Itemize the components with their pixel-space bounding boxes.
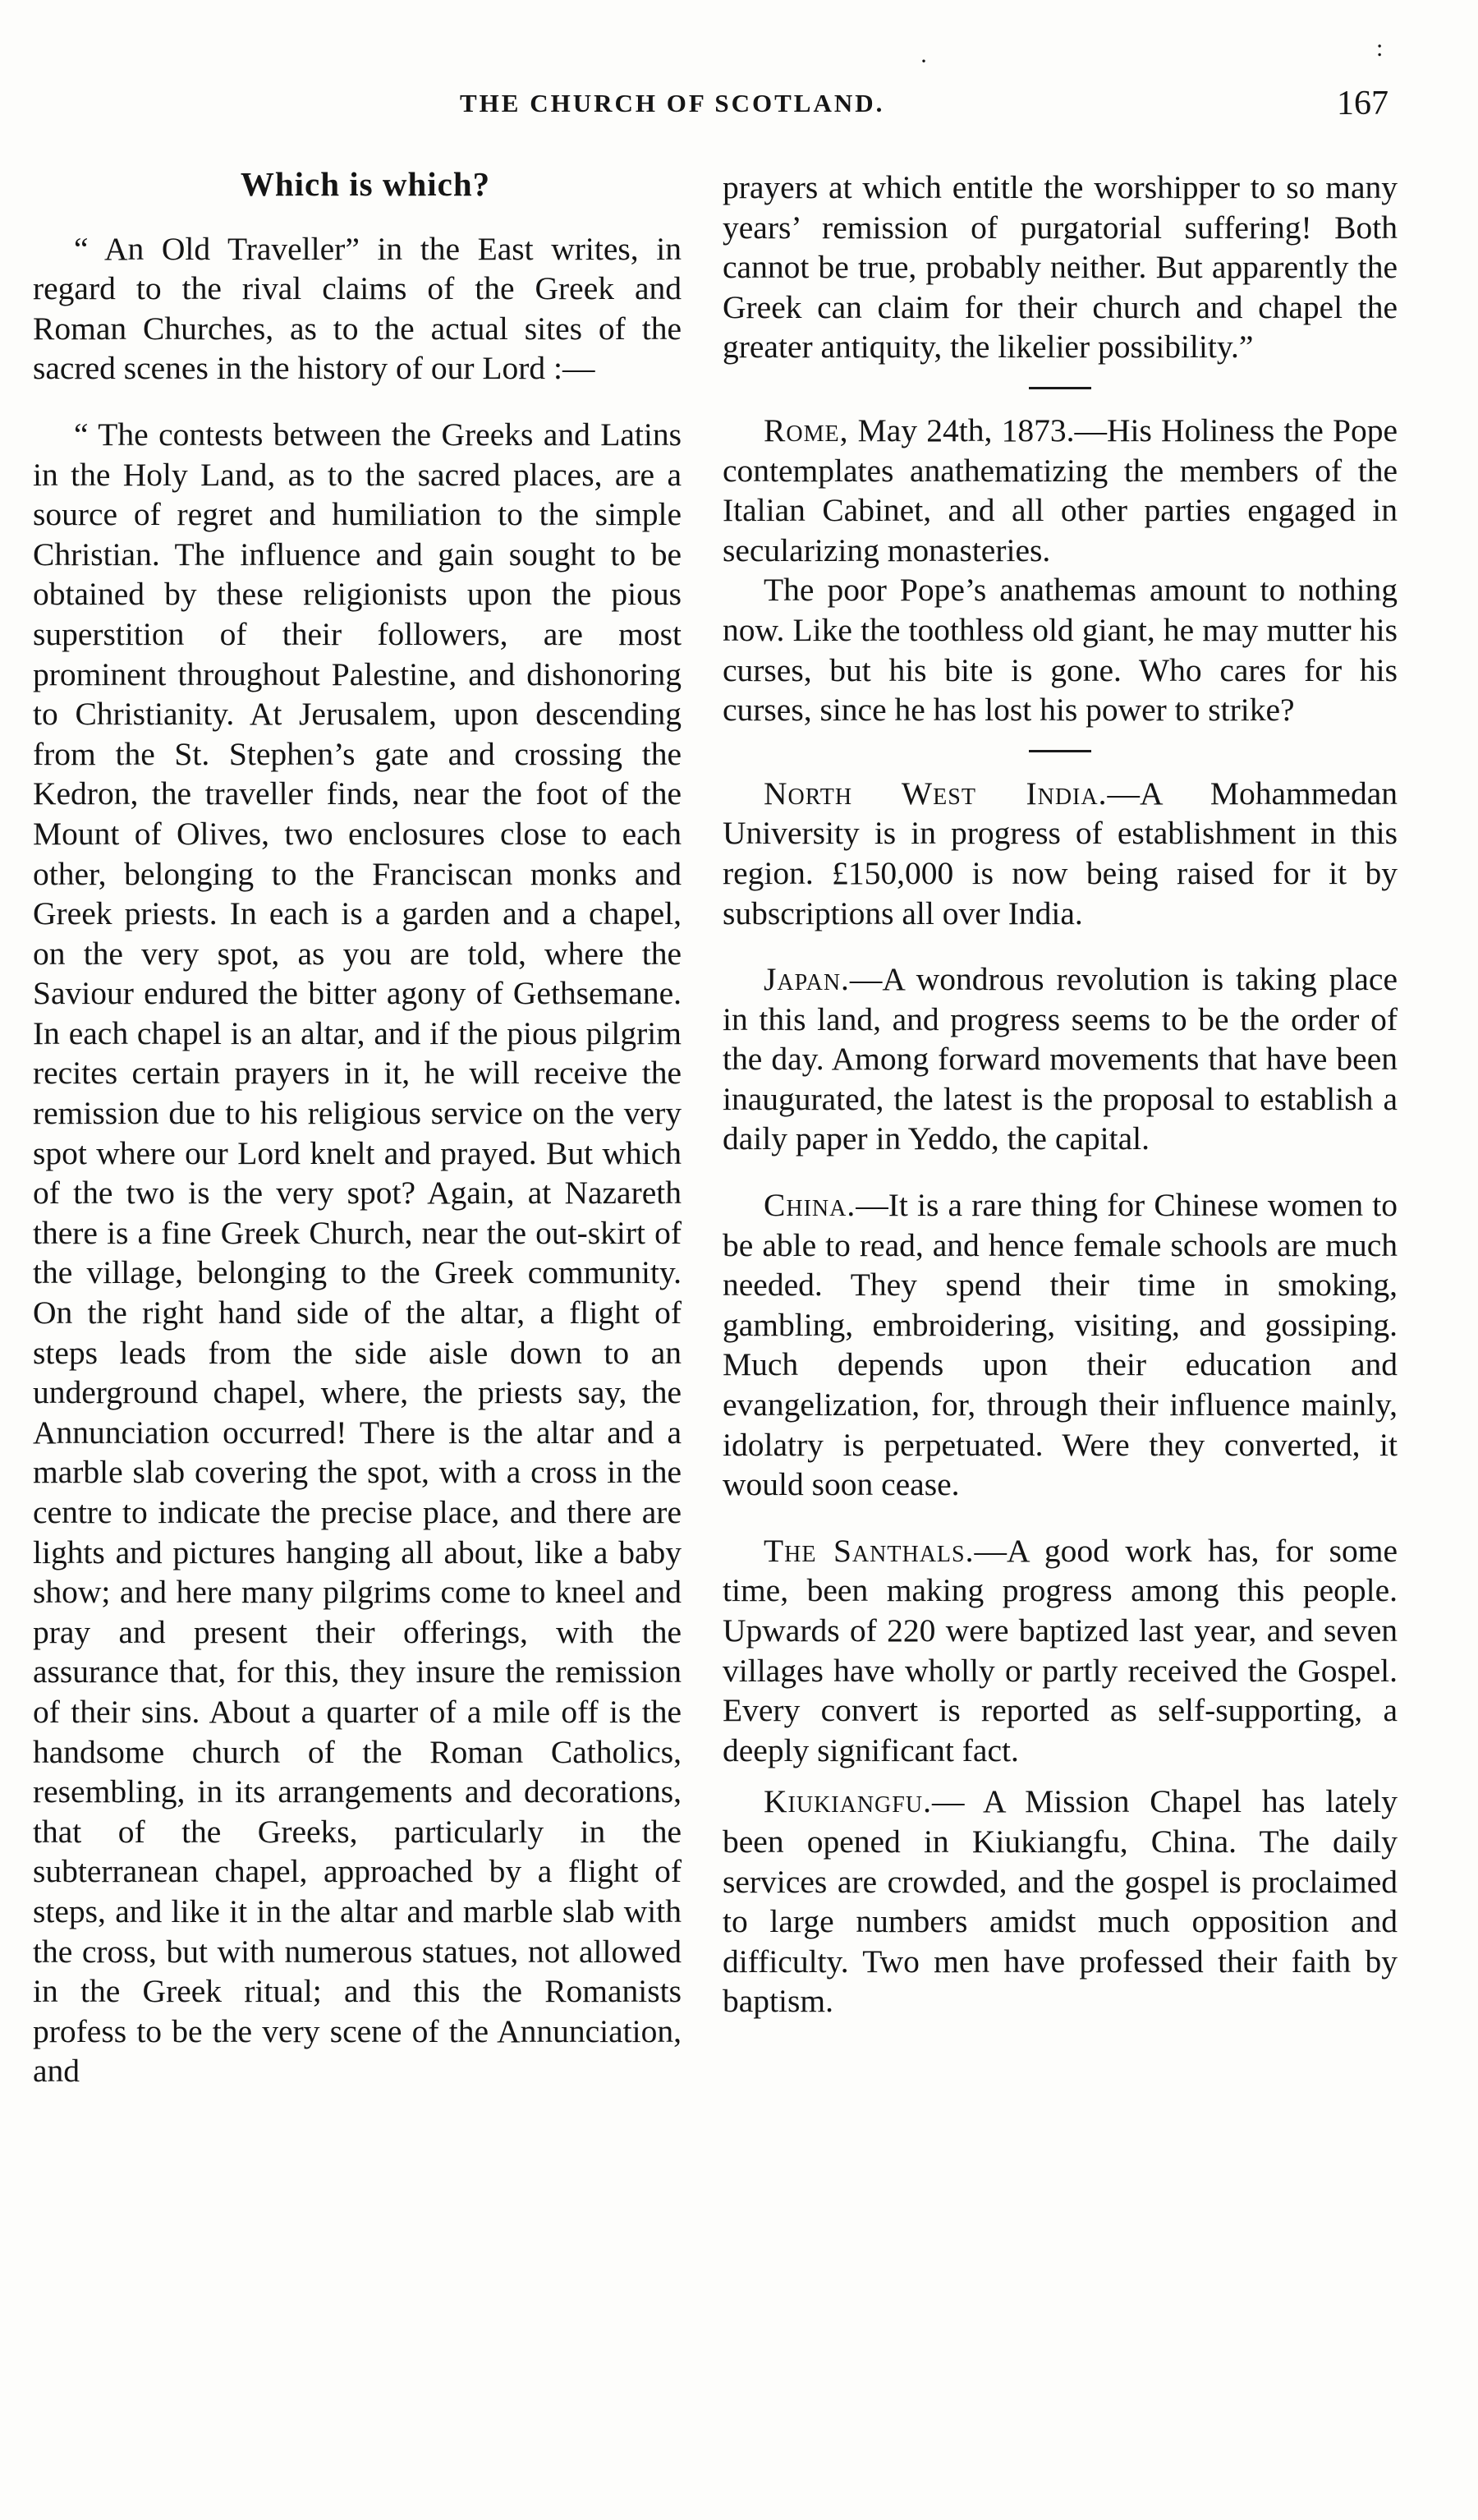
continuation-paragraph: prayers at which entitle the worshipper to so many years’ remission of purgatorial suffering! Both cannot be true, probably neither. But apparently the Greek can claim for their church and chapel the greater antiquity, the likelier possibility.” [723, 169, 1398, 366]
news-heading: China. [764, 1187, 856, 1224]
news-item-north-west-india [723, 774, 1398, 933]
news-text: —A good work has, for some time, been making progress among this people. Upwards of 220 were baptized last year, and seven villages have wholly or partly received the Gospel. Every convert is reported as self-supporting, a deeply significant fact. [723, 1532, 1398, 1768]
news-text: —It is a rare thing for Chinese women to be able to read, and hence female schools are much needed. They spend their time in smoking, gambling, embroidering, visiting, and gossiping. Much depends upon their education and evangelization, for, through their influence mainly, idolatry is perpetuated. Were they converted, it would soon cease. [723, 1187, 1398, 1503]
section-divider [1029, 750, 1091, 752]
news-heading: Kiukiangfu. [764, 1783, 932, 1820]
rome-comment: The poor Pope’s anathemas amount to nothing now. Like the toothless old giant, he may mutter his curses, but his bite is gone. Who cares for his curses, since he has lost his power to strike? [723, 572, 1398, 729]
news-text: —A wondrous revolution is taking place in this land, and progress seems to be the order of the day. Among forward movements that have been inaugurated, the latest is the proposal to establish a daily paper in Yeddo, the capital. [723, 961, 1398, 1157]
left-column [33, 164, 682, 2091]
running-title: THE CHURCH OF SCOTLAND. [460, 89, 885, 117]
news-heading: Rome, [764, 412, 849, 448]
news-item-rome [723, 411, 1398, 570]
stray-mark: · [920, 48, 928, 75]
news-heading: North West India. [764, 775, 1108, 812]
news-text: —A Mohammedan University is in progress of establishment in this region. £150,000 is now being raised for it by subscriptions all over India. [723, 775, 1398, 931]
news-item-japan [723, 959, 1398, 1159]
news-item-china [723, 1185, 1398, 1505]
page-number: 167 [1337, 85, 1388, 122]
news-item-santhals [723, 1531, 1398, 1771]
section-divider [1029, 387, 1091, 389]
news-text: May 24th, 1873.—His Holiness the Pope contemplates anathematizing the members of the Italian Cabinet, and all other parties engaged in secularizing monasteries. [723, 412, 1398, 568]
news-heading: Japan. [764, 961, 850, 998]
stray-mark: : [1376, 34, 1384, 62]
news-text: — A Mission Chapel has lately been opened in Kiukiangfu, China. The daily services are crowded, and the gospel is proclaimed to large numbers amidst much opposition and difficulty. Two men have professed their faith by baptism. [723, 1783, 1398, 2020]
news-heading: The Santhals. [764, 1532, 975, 1569]
intro-paragraph: “ An Old Traveller” in the East writes, in regard to the rival claims of the Greek and Roman Churches, as to the actual sites of the sacred scenes in the history of our Lord :— [33, 230, 682, 387]
article-title: Which is which? [240, 165, 491, 203]
right-column [723, 168, 1398, 2021]
quoted-paragraph: “ The contests between the Greeks and Latins in the Holy Land, as to the sacred places, are a source of regret and humiliation to the simple Christian. The influence and gain sought to be obtained by these religionists upon the pious superstition of their followers, are most prominent throughout Palestine, and dishonoring to Christianity. At Jerusalem, upon descending from the St. Stephen’s gate and crossing the Kedron, the traveller finds, near the foot of the Mount of Olives, two enclosures close to each other, belonging to the Franciscan monks and Greek priests. In each is a garden and a chapel, on the very spot, as you are told, where the Saviour endured the bitter agony of Gethsemane. In each chapel is an altar, and if the pious pilgrim recites certain prayers in it, he will receive the remission due to his religious service on the very spot where our Lord knelt and prayed. But which of the two is the very spot? Again, at Nazareth there is a fine Greek Church, near the out-skirt of the village, belonging to the Greek community. On the right hand side of the altar, a flight of steps leads from the side aisle down to an underground chapel, where, the priests say, the Annunciation occurred! There is the altar and a marble slab covering the spot, with a cross in the centre to indicate the precise place, and there are lights and pictures hanging all about, like a baby show; and here many pilgrims come to kneel and pray and present their offerings, with the assurance that, for this, they insure the remission of their sins. About a quarter of a mile off is the handsome church of the Roman Catholics, resembling, in its arrangements and decorations, that of the Greeks, particularly in the subterranean chapel, approached by a flight of steps, and like it in the altar and marble slab with the cross, but with numerous statues, not allowed in the Greek ritual; and this the Romanists profess to be the very scene of the Annunciation, and [33, 416, 682, 2090]
news-item-kiukiangfu [723, 1782, 1398, 2021]
